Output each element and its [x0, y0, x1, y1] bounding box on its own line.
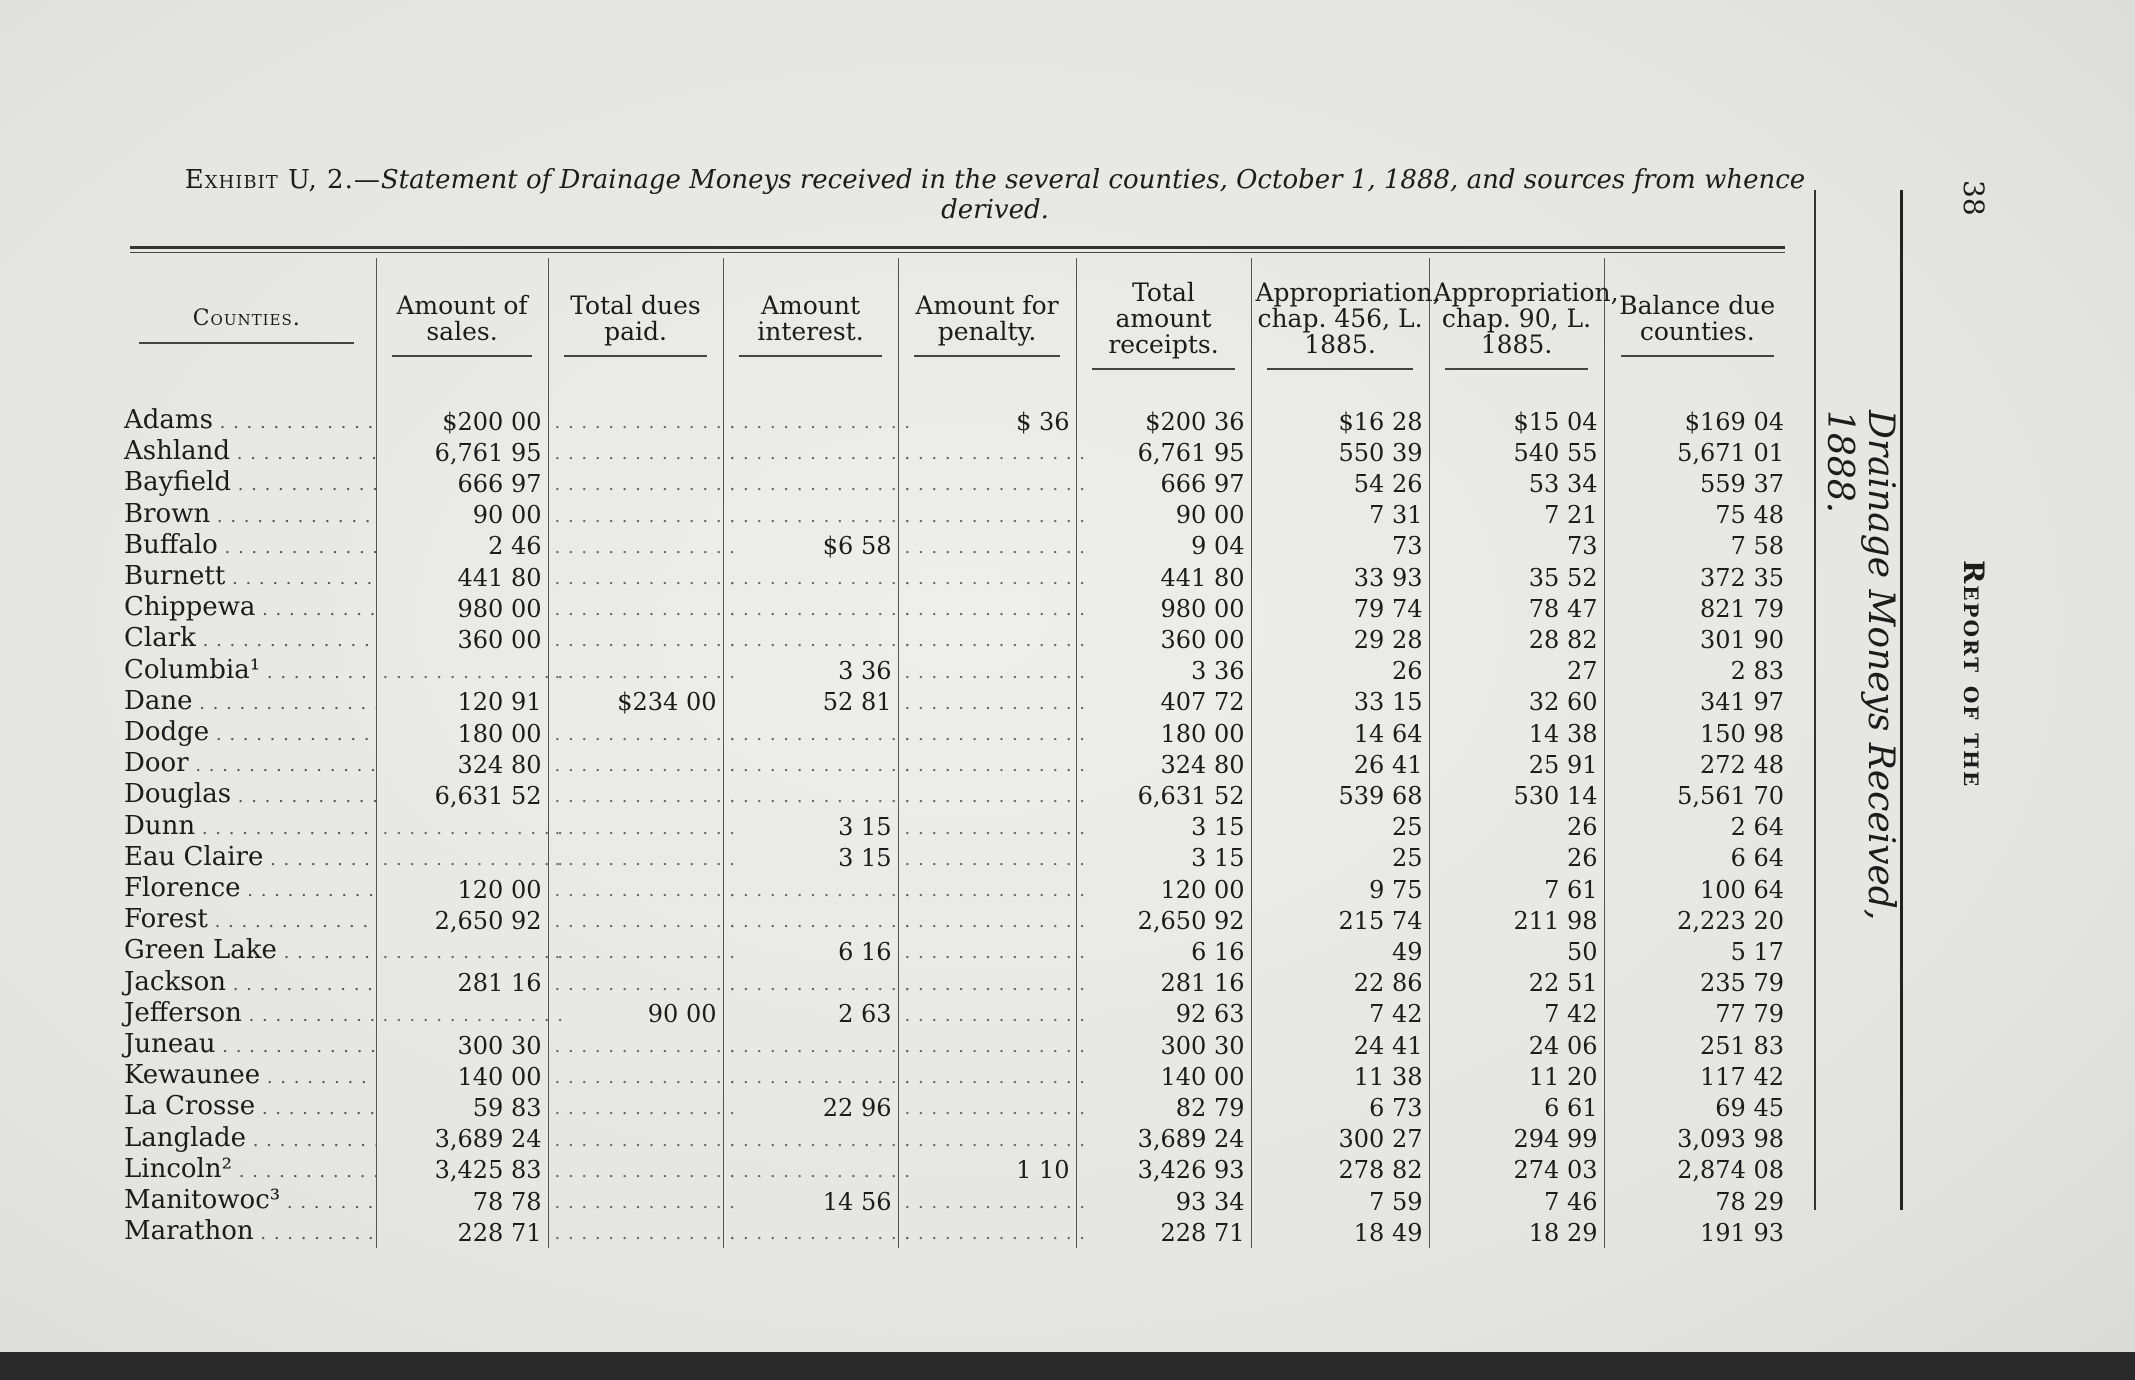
table-row [118, 687, 1790, 718]
amount-cell: 78 29 [1604, 1186, 1790, 1217]
amount-cell [898, 780, 1076, 811]
table-row [118, 1030, 1790, 1061]
county-name: Marathon . . . [118, 1217, 376, 1248]
amount-cell [548, 656, 723, 687]
amount-cell: 73 [1429, 531, 1604, 562]
table-row [118, 843, 1790, 874]
amount-cell: 77 79 [1604, 999, 1790, 1030]
table-row [118, 531, 1790, 562]
amount-cell: 33 93 [1251, 562, 1429, 593]
amount-cell: $ 36 [898, 392, 1076, 437]
amount-cell [548, 905, 723, 936]
amount-cell: 1 10 [898, 1155, 1076, 1186]
page-number: 38 [1957, 180, 1990, 216]
amount-cell [376, 812, 548, 843]
amount-cell [723, 392, 898, 437]
amount-cell: $200 00 [376, 392, 548, 437]
table-row [118, 468, 1790, 499]
amount-cell: 372 35 [1604, 562, 1790, 593]
amount-cell: 25 [1251, 812, 1429, 843]
amount-cell: $15 04 [1429, 392, 1604, 437]
amount-cell: $16 28 [1251, 392, 1429, 437]
amount-cell [723, 1124, 898, 1155]
amount-cell: 441 80 [1076, 562, 1251, 593]
amount-cell: 6 64 [1604, 843, 1790, 874]
amount-cell: 2 46 [376, 531, 548, 562]
amount-cell: 980 00 [1076, 593, 1251, 624]
amount-cell: 228 71 [376, 1217, 548, 1248]
amount-cell [898, 749, 1076, 780]
amount-cell [898, 968, 1076, 999]
amount-cell: 11 38 [1251, 1061, 1429, 1092]
amount-cell [548, 1155, 723, 1186]
amount-cell [898, 905, 1076, 936]
amount-cell: 407 72 [1076, 687, 1251, 718]
amount-cell [898, 1186, 1076, 1217]
amount-cell: 117 42 [1604, 1061, 1790, 1092]
county-name: Eau Claire . . . [118, 843, 376, 874]
amount-cell: 49 [1251, 936, 1429, 967]
amount-cell [548, 1124, 723, 1155]
amount-cell: 75 48 [1604, 500, 1790, 531]
amount-cell: 300 27 [1251, 1124, 1429, 1155]
amount-cell [548, 1030, 723, 1061]
amount-cell: 5 17 [1604, 936, 1790, 967]
amount-cell [548, 874, 723, 905]
amount-cell [548, 843, 723, 874]
amount-cell: 79 74 [1251, 593, 1429, 624]
table-row [118, 392, 1790, 437]
amount-cell: 272 48 [1604, 749, 1790, 780]
amount-cell: 22 86 [1251, 968, 1429, 999]
amount-cell: 211 98 [1429, 905, 1604, 936]
amount-cell: 33 15 [1251, 687, 1429, 718]
amount-cell [723, 1030, 898, 1061]
amount-cell: 300 30 [376, 1030, 548, 1061]
amount-cell: 14 64 [1251, 718, 1429, 749]
table-row [118, 905, 1790, 936]
amount-cell: 821 79 [1604, 593, 1790, 624]
amount-cell [548, 531, 723, 562]
amount-cell: 6,631 52 [1076, 780, 1251, 811]
county-name: Adams . . . [118, 392, 376, 437]
amount-cell: 3 15 [723, 843, 898, 874]
county-name: Bayfield . . . [118, 468, 376, 499]
amount-cell: 32 60 [1429, 687, 1604, 718]
amount-cell: 90 00 [1076, 500, 1251, 531]
county-name: Columbia¹ . . . [118, 656, 376, 687]
amount-cell: 6 16 [723, 936, 898, 967]
amount-cell: 540 55 [1429, 437, 1604, 468]
amount-cell: 100 64 [1604, 874, 1790, 905]
amount-cell: 18 29 [1429, 1217, 1604, 1248]
table-row [118, 749, 1790, 780]
amount-cell [898, 687, 1076, 718]
amount-cell: 5,671 01 [1604, 437, 1790, 468]
amount-cell [548, 936, 723, 967]
amount-cell: 120 00 [1076, 874, 1251, 905]
amount-cell: 3,426 93 [1076, 1155, 1251, 1186]
amount-cell: 69 45 [1604, 1092, 1790, 1123]
amount-cell: 24 41 [1251, 1030, 1429, 1061]
amount-cell: 7 42 [1251, 999, 1429, 1030]
amount-cell [898, 656, 1076, 687]
amount-cell: 26 [1429, 812, 1604, 843]
column-header: Amount for penalty. [898, 258, 1076, 392]
amount-cell: 50 [1429, 936, 1604, 967]
amount-cell [723, 593, 898, 624]
amount-cell [723, 905, 898, 936]
amount-cell [898, 843, 1076, 874]
amount-cell [898, 500, 1076, 531]
amount-cell: 59 83 [376, 1092, 548, 1123]
amount-cell: 6 61 [1429, 1092, 1604, 1123]
amount-cell: 6 73 [1251, 1092, 1429, 1123]
amount-cell: 300 30 [1076, 1030, 1251, 1061]
amount-cell: 7 58 [1604, 531, 1790, 562]
table-row [118, 1124, 1790, 1155]
amount-cell [723, 749, 898, 780]
amount-cell: 24 06 [1429, 1030, 1604, 1061]
county-name: Clark . . . [118, 624, 376, 655]
county-name: Green Lake . . . [118, 936, 376, 967]
amount-cell: 3 15 [1076, 812, 1251, 843]
side-rule [1814, 190, 1816, 1210]
table-row [118, 812, 1790, 843]
amount-cell [898, 812, 1076, 843]
amount-cell: 26 [1251, 656, 1429, 687]
amount-cell: 7 59 [1251, 1186, 1429, 1217]
amount-cell: 281 16 [1076, 968, 1251, 999]
running-head: Report of the [1957, 560, 1990, 789]
amount-cell [548, 780, 723, 811]
county-name: Dunn . . . [118, 812, 376, 843]
amount-cell: 251 83 [1604, 1030, 1790, 1061]
amount-cell [548, 500, 723, 531]
amount-cell: 2,874 08 [1604, 1155, 1790, 1186]
amount-cell: 666 97 [376, 468, 548, 499]
amount-cell: 14 56 [723, 1186, 898, 1217]
amount-cell: 14 38 [1429, 718, 1604, 749]
amount-cell [723, 437, 898, 468]
amount-cell: 92 63 [1076, 999, 1251, 1030]
amount-cell: 6,761 95 [1076, 437, 1251, 468]
amount-cell: 54 26 [1251, 468, 1429, 499]
table-row [118, 874, 1790, 905]
column-header: Appropriation, chap. 90, L. 1885. [1429, 258, 1604, 392]
amount-cell: 278 82 [1251, 1155, 1429, 1186]
table-row [118, 1092, 1790, 1123]
amount-cell [723, 468, 898, 499]
county-name: Chippewa . . . [118, 593, 376, 624]
amount-cell [548, 392, 723, 437]
amount-cell: 274 03 [1429, 1155, 1604, 1186]
county-name: Brown . . . [118, 500, 376, 531]
amount-cell: 22 51 [1429, 968, 1604, 999]
amount-cell: 140 00 [1076, 1061, 1251, 1092]
county-name: Jackson . . . [118, 968, 376, 999]
amount-cell: 324 80 [1076, 749, 1251, 780]
amount-cell [548, 468, 723, 499]
amount-cell: 120 00 [376, 874, 548, 905]
amount-cell [376, 936, 548, 967]
amount-cell: 550 39 [1251, 437, 1429, 468]
amount-cell [548, 624, 723, 655]
county-name: Juneau . . . [118, 1030, 376, 1061]
table-row [118, 1186, 1790, 1217]
county-name: Ashland . . . [118, 437, 376, 468]
amount-cell: 27 [1429, 656, 1604, 687]
county-name: Douglas . . . [118, 780, 376, 811]
amount-cell [898, 593, 1076, 624]
amount-cell: 82 79 [1076, 1092, 1251, 1123]
amount-cell: 7 46 [1429, 1186, 1604, 1217]
amount-cell: 2 63 [723, 999, 898, 1030]
amount-cell [898, 718, 1076, 749]
amount-cell [723, 1061, 898, 1092]
caption-title: Statement of Drainage Moneys received in the several counties, October 1, 1888, and sources from whence derived. [380, 165, 1806, 225]
table-body [118, 392, 1790, 1248]
amount-cell: 140 00 [376, 1061, 548, 1092]
amount-cell: 341 97 [1604, 687, 1790, 718]
amount-cell: 3 36 [723, 656, 898, 687]
amount-cell [548, 812, 723, 843]
amount-cell: 360 00 [1076, 624, 1251, 655]
column-header: Amount of sales. [376, 258, 548, 392]
amount-cell [898, 1030, 1076, 1061]
amount-cell [898, 1092, 1076, 1123]
amount-cell: 3 36 [1076, 656, 1251, 687]
amount-cell [548, 1061, 723, 1092]
table-row [118, 624, 1790, 655]
amount-cell [723, 780, 898, 811]
amount-cell: 191 93 [1604, 1217, 1790, 1248]
amount-cell: 7 31 [1251, 500, 1429, 531]
amount-cell: 3 15 [1076, 843, 1251, 874]
amount-cell: 180 00 [1076, 718, 1251, 749]
amount-cell [548, 749, 723, 780]
column-header: Appropriation, chap. 456, L. 1885. [1251, 258, 1429, 392]
drainage-moneys-table [118, 258, 1790, 1248]
county-name: Buffalo . . . [118, 531, 376, 562]
column-header: Total dues paid. [548, 258, 723, 392]
amount-cell: 25 [1251, 843, 1429, 874]
table-row [118, 936, 1790, 967]
amount-cell: 93 34 [1076, 1186, 1251, 1217]
amount-cell: 235 79 [1604, 968, 1790, 999]
amount-cell [898, 874, 1076, 905]
amount-cell: $234 00 [548, 687, 723, 718]
amount-cell: 441 80 [376, 562, 548, 593]
amount-cell: 980 00 [376, 593, 548, 624]
amount-cell [898, 468, 1076, 499]
amount-cell: 2 64 [1604, 812, 1790, 843]
amount-cell: 539 68 [1251, 780, 1429, 811]
amount-cell [548, 718, 723, 749]
side-title: Drainage Moneys Received, 1888. [1819, 410, 1901, 921]
column-header: Balance due counties. [1604, 258, 1790, 392]
table-row [118, 718, 1790, 749]
amount-cell [898, 1217, 1076, 1248]
amount-cell [548, 562, 723, 593]
amount-cell [548, 1186, 723, 1217]
table-row [118, 593, 1790, 624]
table-row [118, 1155, 1790, 1186]
amount-cell: 2,650 92 [1076, 905, 1251, 936]
amount-cell: 11 20 [1429, 1061, 1604, 1092]
amount-cell [723, 624, 898, 655]
amount-cell: 6 16 [1076, 936, 1251, 967]
amount-cell: 3,689 24 [1076, 1124, 1251, 1155]
table-caption [180, 165, 1810, 225]
table-header-row [118, 258, 1790, 392]
amount-cell: 7 42 [1429, 999, 1604, 1030]
table-row [118, 780, 1790, 811]
county-name: Langlade . . . [118, 1124, 376, 1155]
amount-cell: 3,425 83 [376, 1155, 548, 1186]
county-name: Kewaunee . . . [118, 1061, 376, 1092]
amount-cell: 3,093 98 [1604, 1124, 1790, 1155]
county-name: Burnett . . . [118, 562, 376, 593]
table-row [118, 500, 1790, 531]
amount-cell [898, 1124, 1076, 1155]
amount-cell: 7 61 [1429, 874, 1604, 905]
amount-cell: $6 58 [723, 531, 898, 562]
table-top-rule [130, 246, 1785, 249]
amount-cell: 5,561 70 [1604, 780, 1790, 811]
amount-cell: 281 16 [376, 968, 548, 999]
county-name: Jefferson . . . [118, 999, 376, 1030]
amount-cell [376, 999, 548, 1030]
caption-lead: Exhibit U, 2.— [184, 165, 381, 195]
amount-cell [898, 531, 1076, 562]
column-header: Amount interest. [723, 258, 898, 392]
scan-edge [0, 1352, 2135, 1380]
county-name: Florence . . . [118, 874, 376, 905]
amount-cell: 324 80 [376, 749, 548, 780]
county-name: Dodge . . . [118, 718, 376, 749]
amount-cell: 52 81 [723, 687, 898, 718]
amount-cell: 6,761 95 [376, 437, 548, 468]
amount-cell [898, 624, 1076, 655]
amount-cell: 78 78 [376, 1186, 548, 1217]
amount-cell: 150 98 [1604, 718, 1790, 749]
county-name: Forest . . . [118, 905, 376, 936]
amount-cell [898, 936, 1076, 967]
amount-cell: 215 74 [1251, 905, 1429, 936]
amount-cell: 2,650 92 [376, 905, 548, 936]
table-row [118, 1217, 1790, 1248]
county-name: Door . . . [118, 749, 376, 780]
county-name: Dane . . . [118, 687, 376, 718]
table-row [118, 999, 1790, 1030]
amount-cell [548, 1092, 723, 1123]
amount-cell: 28 82 [1429, 624, 1604, 655]
amount-cell: 73 [1251, 531, 1429, 562]
amount-cell [723, 1217, 898, 1248]
amount-cell: 6,631 52 [376, 780, 548, 811]
amount-cell: 120 91 [376, 687, 548, 718]
amount-cell [548, 968, 723, 999]
table-row [118, 437, 1790, 468]
amount-cell: 3,689 24 [376, 1124, 548, 1155]
amount-cell [898, 437, 1076, 468]
amount-cell [898, 999, 1076, 1030]
amount-cell: 559 37 [1604, 468, 1790, 499]
amount-cell [723, 718, 898, 749]
amount-cell: 9 75 [1251, 874, 1429, 905]
table-row [118, 656, 1790, 687]
column-header: Counties. [118, 258, 376, 392]
amount-cell: 35 52 [1429, 562, 1604, 593]
table-row [118, 1061, 1790, 1092]
amount-cell: 666 97 [1076, 468, 1251, 499]
amount-cell [723, 500, 898, 531]
table-top-rule-thin [130, 252, 1785, 253]
amount-cell [898, 562, 1076, 593]
amount-cell: 18 49 [1251, 1217, 1429, 1248]
amount-cell: 22 96 [723, 1092, 898, 1123]
amount-cell: 90 00 [376, 500, 548, 531]
table-row [118, 968, 1790, 999]
amount-cell: 78 47 [1429, 593, 1604, 624]
amount-cell [548, 437, 723, 468]
amount-cell: 294 99 [1429, 1124, 1604, 1155]
county-name: La Crosse . . . [118, 1092, 376, 1123]
amount-cell: 9 04 [1076, 531, 1251, 562]
amount-cell [376, 843, 548, 874]
amount-cell [723, 968, 898, 999]
amount-cell [548, 593, 723, 624]
amount-cell: 530 14 [1429, 780, 1604, 811]
column-header: Total amount receipts. [1076, 258, 1251, 392]
amount-cell: 25 91 [1429, 749, 1604, 780]
amount-cell [723, 874, 898, 905]
amount-cell [723, 562, 898, 593]
amount-cell: $169 04 [1604, 392, 1790, 437]
amount-cell: 26 41 [1251, 749, 1429, 780]
county-name: Manitowoc³ . . . [118, 1186, 376, 1217]
amount-cell: 2,223 20 [1604, 905, 1790, 936]
amount-cell [548, 1217, 723, 1248]
amount-cell: 228 71 [1076, 1217, 1251, 1248]
county-name: Lincoln² . . . [118, 1155, 376, 1186]
amount-cell: 7 21 [1429, 500, 1604, 531]
amount-cell [376, 656, 548, 687]
amount-cell: 90 00 [548, 999, 723, 1030]
amount-cell: 2 83 [1604, 656, 1790, 687]
amount-cell [723, 1155, 898, 1186]
amount-cell: $200 36 [1076, 392, 1251, 437]
amount-cell [898, 1061, 1076, 1092]
amount-cell: 3 15 [723, 812, 898, 843]
amount-cell: 301 90 [1604, 624, 1790, 655]
amount-cell: 360 00 [376, 624, 548, 655]
amount-cell: 29 28 [1251, 624, 1429, 655]
amount-cell: 180 00 [376, 718, 548, 749]
amount-cell: 53 34 [1429, 468, 1604, 499]
amount-cell: 26 [1429, 843, 1604, 874]
table-row [118, 562, 1790, 593]
